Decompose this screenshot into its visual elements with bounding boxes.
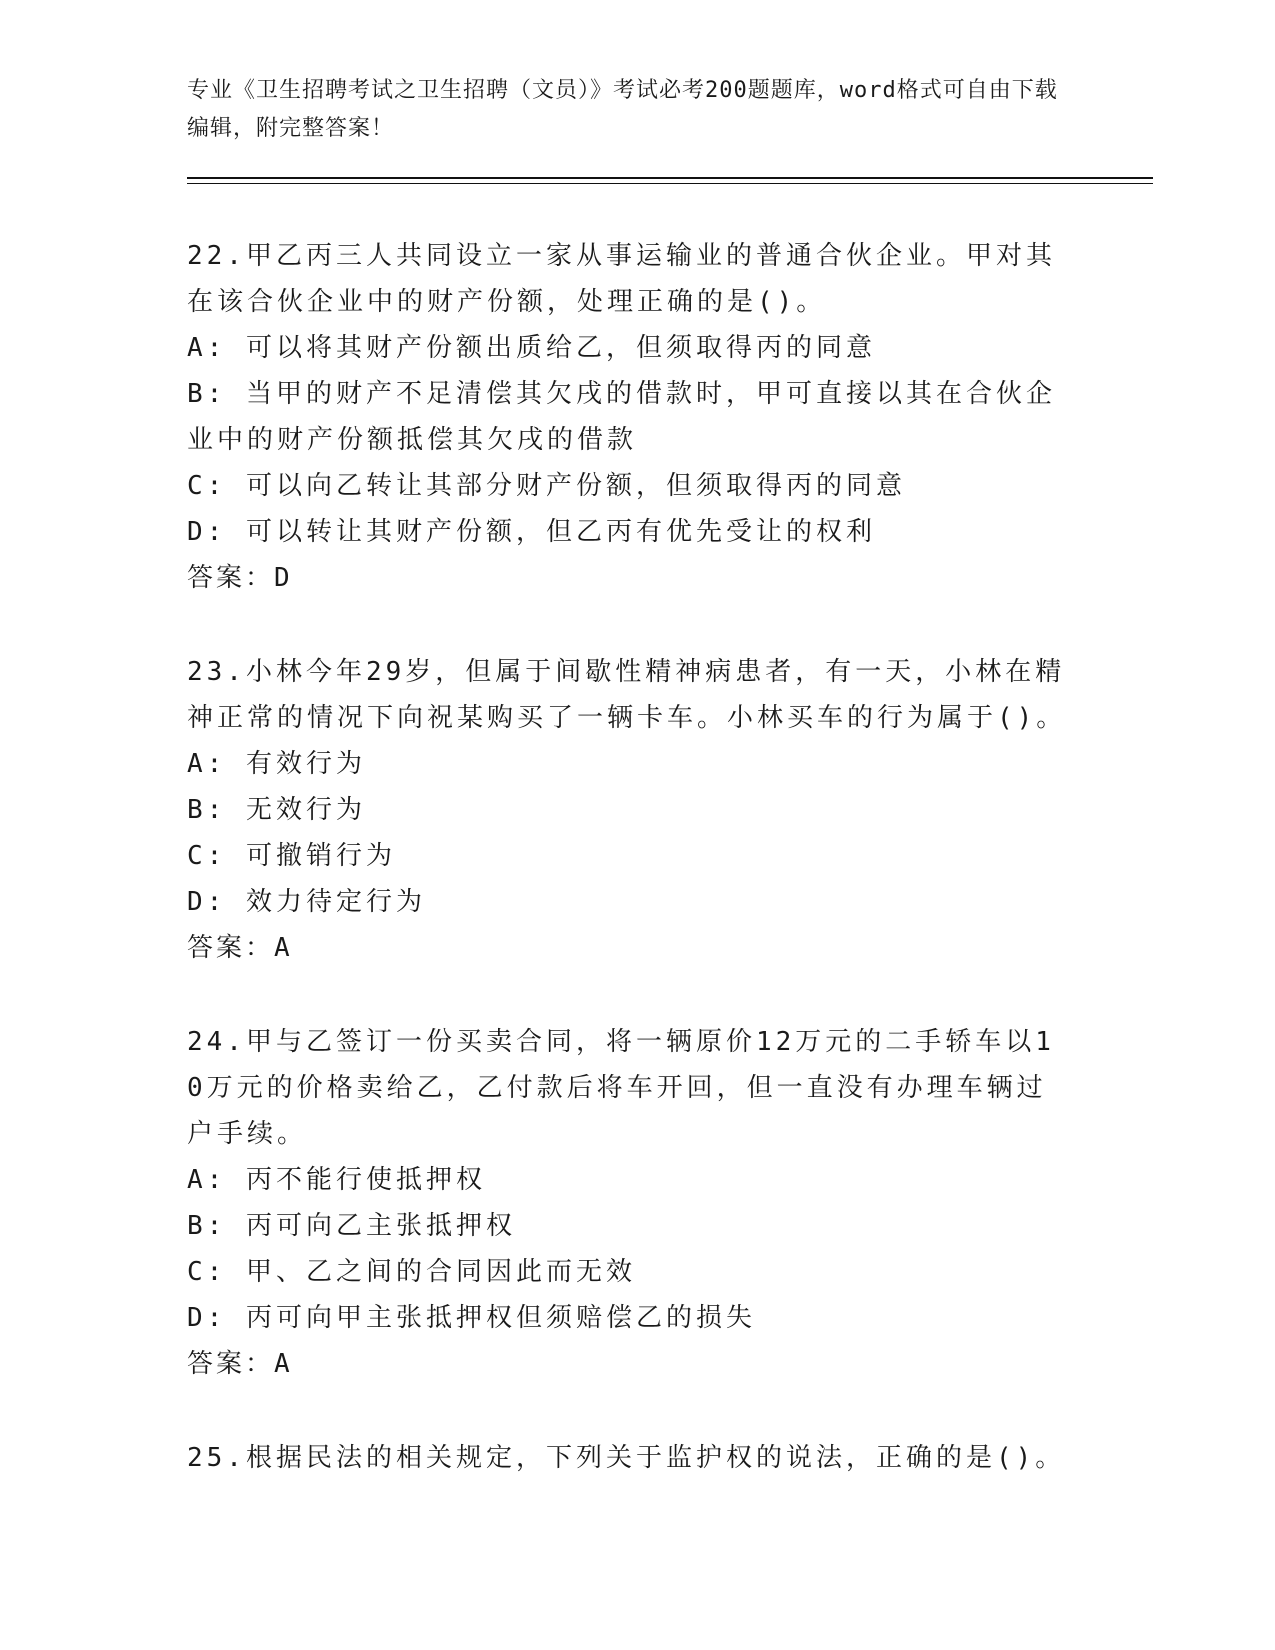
option-b: B: 丙可向乙主张抵押权 [187,1211,516,1241]
question-25 [187,1435,1067,1481]
question-stem: 25.根据民法的相关规定，下列关于监护权的说法，正确的是()。 [187,1443,1066,1473]
question-stem: 24.甲与乙签订一份买卖合同，将一辆原价12万元的二手轿车以10万元的价格卖给乙，乙付款后将车开回，但一直没有办理车辆过户手续。 [187,1027,1055,1149]
option-b: B: 无效行为 [187,795,366,825]
option-d: D: 可以转让其财产份额，但乙丙有优先受让的权利 [187,517,876,547]
question-22 [187,233,1067,601]
question-23 [187,649,1067,971]
option-d: D: 效力待定行为 [187,887,426,917]
document-header: 专业《卫生招聘考试之卫生招聘（文员）》考试必考200题题库，word格式可自由下载编辑，附完整答案！ [187,78,1058,141]
header-divider-thick [187,177,1153,179]
option-a: A: 丙不能行使抵押权 [187,1165,486,1195]
option-a: A: 可以将其财产份额出质给乙，但须取得丙的同意 [187,333,876,363]
option-b: B: 当甲的财产不足清偿其欠戌的借款时，甲可直接以其在合伙企业中的财产份额抵偿其欠戌的借款 [187,379,1056,455]
question-stem: 23.小林今年29岁，但属于间歇性精神病患者，有一天，小林在精神正常的情况下向祝某购买了一辆卡车。小林买车的行为属于()。 [187,657,1067,733]
answer-label: 答案：A [187,933,293,963]
question-list [187,233,1067,1529]
header-divider-thin [187,183,1153,184]
question-stem: 22.甲乙丙三人共同设立一家从事运输业的普通合伙企业。甲对其在该合伙企业中的财产份额，处理正确的是()。 [187,241,1056,317]
option-c: C: 可以向乙转让其部分财产份额，但须取得丙的同意 [187,471,906,501]
question-24 [187,1019,1067,1387]
answer-label: 答案：D [187,563,293,593]
option-c: C: 可撤销行为 [187,841,396,871]
option-c: C: 甲、乙之间的合同因此而无效 [187,1257,636,1287]
answer-label: 答案：A [187,1349,293,1379]
option-d: D: 丙可向甲主张抵押权但须赔偿乙的损失 [187,1303,756,1333]
option-a: A: 有效行为 [187,749,366,779]
